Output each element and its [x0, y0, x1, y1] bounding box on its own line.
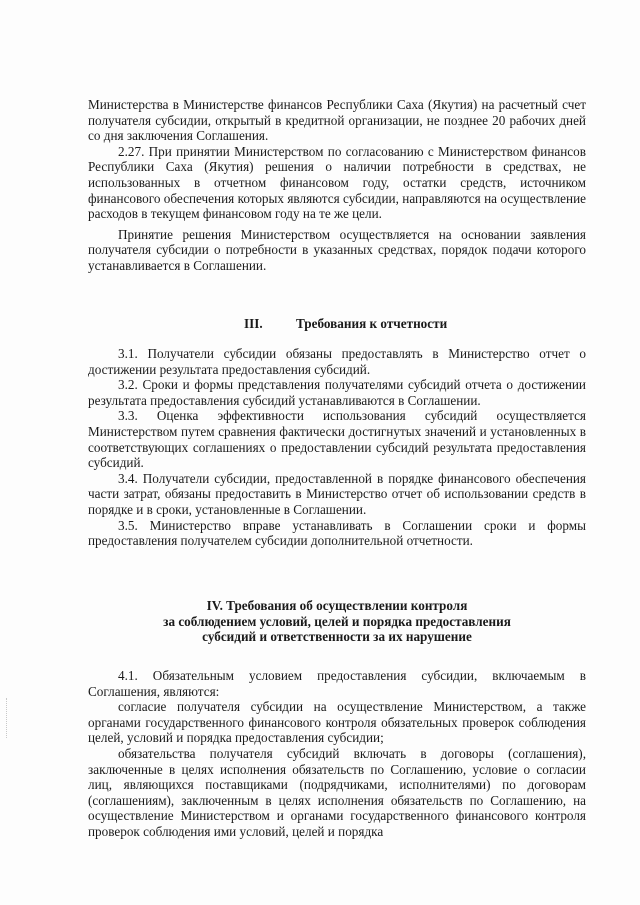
paragraph-2-26-end: Министерства в Министерстве финансов Республики Саха (Якутия) на расчетный счет получателя субсидии, открытый в кредитной организации, не позднее 20 рабочих дней со дня заключения Соглашения. [88, 97, 586, 144]
section-4-title-line-1: IV. Требования об осуществлении контроля [206, 598, 468, 613]
section-4-title-line-3: субсидий и ответственности за их нарушение [202, 629, 472, 645]
paragraph-4-1: 4.1. Обязательным условием предоставления субсидии, включаемым в Соглашения, являются: [88, 668, 586, 699]
scan-margin-mark [6, 698, 15, 738]
section-3-number: III. [244, 316, 263, 331]
paragraph-3-3: 3.3. Оценка эффективности использования субсидий осуществляется Министерством путем сравнения фактически достигнутых значений и установленных в соответствующих соглашениях о предоставлении субсидий результата предоставления субсидий. [88, 408, 586, 471]
paragraph-decision: Принятие решения Министерством осуществляется на основании заявления получателя субсидии о потребности в указанных средствах, порядок подачи которого устанавливается в Соглашении. [88, 226, 586, 273]
paragraph-4-1-consent: согласие получателя субсидии на осуществление Министерством, а также органами государственного финансового контроля обязательных проверок соблюдения целей, условий и порядка предоставления субсидии; [88, 699, 586, 746]
section-3-title: Требования к отчетности [296, 316, 448, 331]
section-3-body [88, 346, 586, 549]
paragraph-3-1: 3.1. Получатели субсидии обязаны предоставлять в Министерство отчет о достижении результата предоставления субсидий. [88, 346, 586, 377]
paragraph-3-2: 3.2. Сроки и формы представления получателями субсидий отчета о достижении результата предоставления субсидий устанавливаются в Соглашении. [88, 377, 586, 408]
section-4-heading [88, 598, 586, 645]
paragraph-3-4: 3.4. Получатели субсидии, предоставленной в порядке финансового обеспечения части затрат, обязаны предоставить в Министерство отчет об использовании средств в порядке и в сроки, установленные в Соглашении. [88, 470, 586, 517]
paragraph-2-27: 2.27. При принятии Министерством по согласованию с Министерством финансов Республики Саха (Якутия) решения о наличии потребности в средствах, не использованных в отчетном финансовом году, остатки средств, источником финансового обеспечения которых являются субсидии, направляются на осуществление расходов в текущем финансовом году на те же цели. [88, 143, 586, 222]
block-2-26-end [88, 97, 586, 274]
section-4-title-line-2: за соблюдением условий, целей и порядка предоставления [163, 613, 511, 629]
section-4-body [88, 668, 586, 840]
paragraph-3-5: 3.5. Министерство вправе устанавливать в Соглашении сроки и формы предоставления получателем субсидии дополнительной отчетности. [88, 517, 586, 549]
paragraph-4-1-obligations: обязательства получателя субсидий включать в договоры (соглашения), заключенные в целях исполнения обязательств по Соглашению, условие о согласии лиц, являющихся поставщиками (подрядчиками, исполнителями) по договорам (соглашениям), заключенным в целях исполнения обязательств по Соглашению, на осуществление Министерством и органами государственного финансового контроля проверок соблюдения ими условий, целей и порядка [88, 745, 586, 839]
